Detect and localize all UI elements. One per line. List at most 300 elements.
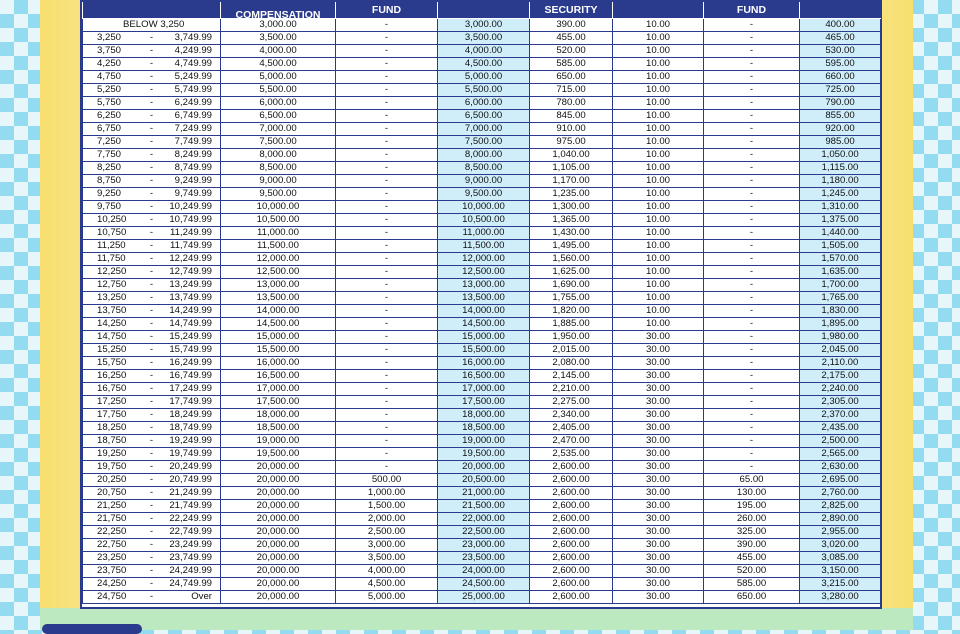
mpf-cell: -	[704, 123, 800, 136]
ec-cell: 30.00	[613, 500, 704, 513]
table-row	[83, 279, 881, 292]
ec-cell: 30.00	[613, 578, 704, 591]
compensation-cell: 20,000.00	[221, 578, 336, 591]
ec-cell: 30.00	[613, 461, 704, 474]
table-row	[83, 84, 881, 97]
total-msc-cell: 5,500.00	[438, 84, 530, 97]
range-high: 11,249.99	[170, 227, 212, 238]
total-cell: 1,980.00	[800, 331, 881, 344]
table-row	[83, 201, 881, 214]
range-low: 7,250	[97, 136, 122, 147]
compensation-cell: 20,000.00	[221, 500, 336, 513]
compensation-cell: 13,500.00	[221, 292, 336, 305]
fund-cell: -	[336, 97, 438, 110]
range-dash: -	[149, 188, 154, 199]
total-msc-cell: 9,000.00	[438, 175, 530, 188]
table-row	[83, 188, 881, 201]
table-row	[83, 266, 881, 279]
range-dash: -	[149, 136, 154, 147]
salary-range-cell	[83, 461, 221, 474]
range-high: 13,749.99	[169, 292, 212, 303]
salary-range-cell	[83, 435, 221, 448]
salary-range-cell	[83, 500, 221, 513]
range-high: 18,249.99	[169, 409, 212, 420]
mpf-cell: 455.00	[704, 552, 800, 565]
range-dash: -	[149, 71, 154, 82]
social-security-cell: 2,275.00	[530, 396, 613, 409]
fund-cell: -	[336, 45, 438, 58]
range-high: 5,249.99	[174, 71, 212, 82]
range-low: 23,750	[97, 565, 127, 576]
fund-cell: -	[336, 435, 438, 448]
mpf-cell: -	[704, 149, 800, 162]
total-msc-cell: 24,500.00	[438, 578, 530, 591]
range-dash: -	[149, 448, 154, 459]
range-high: 9,249.99	[174, 175, 212, 186]
ec-cell: 10.00	[613, 84, 704, 97]
range-dash: -	[149, 487, 154, 498]
table-row	[83, 149, 881, 162]
range-low: 15,250	[97, 344, 127, 355]
salary-range-cell	[83, 97, 221, 110]
total-msc-cell: 7,500.00	[438, 136, 530, 149]
range-low: 21,250	[97, 500, 127, 511]
total-msc-cell: 22,500.00	[438, 526, 530, 539]
compensation-cell: 20,000.00	[221, 526, 336, 539]
range-dash: -	[149, 409, 154, 420]
frame-bottom-band	[40, 608, 913, 630]
total-msc-cell: 4,000.00	[438, 45, 530, 58]
fund-cell: -	[336, 175, 438, 188]
mpf-cell: -	[704, 162, 800, 175]
range-dash: -	[149, 513, 154, 524]
compensation-cell: 20,000.00	[221, 474, 336, 487]
table-row	[83, 123, 881, 136]
social-security-cell: 715.00	[530, 84, 613, 97]
ec-cell: 10.00	[613, 45, 704, 58]
compensation-cell: 5,000.00	[221, 71, 336, 84]
header-social-security: SECURITY	[530, 2, 613, 19]
header-salary-range	[83, 2, 221, 19]
salary-range-cell	[83, 591, 221, 604]
salary-range-cell	[83, 331, 221, 344]
social-security-cell: 1,560.00	[530, 253, 613, 266]
table-row	[83, 578, 881, 591]
range-dash: -	[149, 214, 154, 225]
salary-range-cell	[83, 474, 221, 487]
social-security-cell: 2,470.00	[530, 435, 613, 448]
table-row	[83, 318, 881, 331]
total-cell: 2,500.00	[800, 435, 881, 448]
range-low: 19,750	[97, 461, 127, 472]
range-low: 6,750	[97, 123, 122, 134]
compensation-cell: 11,500.00	[221, 240, 336, 253]
compensation-cell: 12,500.00	[221, 266, 336, 279]
range-dash: -	[149, 240, 154, 251]
compensation-cell: 10,500.00	[221, 214, 336, 227]
table-row	[83, 435, 881, 448]
range-high: 14,249.99	[169, 305, 212, 316]
compensation-cell: 6,000.00	[221, 97, 336, 110]
ec-cell: 30.00	[613, 539, 704, 552]
range-high: 22,249.99	[169, 513, 212, 524]
range-high: 24,249.99	[169, 565, 212, 576]
total-cell: 725.00	[800, 84, 881, 97]
range-high: 8,749.99	[174, 162, 212, 173]
table-row	[83, 565, 881, 578]
total-cell: 3,215.00	[800, 578, 881, 591]
total-cell: 2,240.00	[800, 383, 881, 396]
ec-cell: 30.00	[613, 331, 704, 344]
salary-range-cell	[83, 396, 221, 409]
range-dash: -	[149, 162, 154, 173]
total-msc-cell: 11,000.00	[438, 227, 530, 240]
social-security-cell: 1,365.00	[530, 214, 613, 227]
ec-cell: 30.00	[613, 565, 704, 578]
range-low: 7,750	[97, 149, 122, 160]
total-msc-cell: 18,000.00	[438, 409, 530, 422]
header-compensation: COMPENSATION	[221, 2, 336, 19]
social-security-cell: 1,625.00	[530, 266, 613, 279]
range-high: 8,249.99	[174, 149, 212, 160]
table-row	[83, 487, 881, 500]
fund-cell: -	[336, 110, 438, 123]
ec-cell: 30.00	[613, 513, 704, 526]
compensation-cell: 20,000.00	[221, 565, 336, 578]
social-security-cell: 2,600.00	[530, 513, 613, 526]
fund-cell: -	[336, 201, 438, 214]
ec-cell: 10.00	[613, 214, 704, 227]
ec-cell: 10.00	[613, 279, 704, 292]
social-security-cell: 780.00	[530, 97, 613, 110]
social-security-cell: 2,210.00	[530, 383, 613, 396]
social-security-cell: 520.00	[530, 45, 613, 58]
salary-range-cell	[83, 71, 221, 84]
social-security-cell: 2,405.00	[530, 422, 613, 435]
fund-cell: -	[336, 123, 438, 136]
ec-cell: 10.00	[613, 97, 704, 110]
table-row	[83, 58, 881, 71]
mpf-cell: -	[704, 305, 800, 318]
table-row	[83, 396, 881, 409]
total-cell: 2,370.00	[800, 409, 881, 422]
salary-range-cell	[83, 123, 221, 136]
salary-range-cell	[83, 487, 221, 500]
mpf-cell: -	[704, 136, 800, 149]
salary-range-cell	[83, 383, 221, 396]
total-cell: 2,110.00	[800, 357, 881, 370]
total-cell: 2,955.00	[800, 526, 881, 539]
range-dash: -	[149, 45, 154, 56]
compensation-cell: 17,000.00	[221, 383, 336, 396]
mpf-cell: -	[704, 71, 800, 84]
mpf-cell: -	[704, 292, 800, 305]
range-low: 21,750	[97, 513, 127, 524]
range-dash: -	[149, 318, 154, 329]
range-dash: -	[149, 279, 154, 290]
compensation-cell: 20,000.00	[221, 513, 336, 526]
total-msc-cell: 18,500.00	[438, 422, 530, 435]
compensation-cell: 8,500.00	[221, 162, 336, 175]
fund-cell: -	[336, 71, 438, 84]
social-security-cell: 1,690.00	[530, 279, 613, 292]
salary-range-cell	[83, 292, 221, 305]
table-row	[83, 383, 881, 396]
range-high: 15,749.99	[169, 344, 212, 355]
range-low: 15,750	[97, 357, 127, 368]
table-row	[83, 552, 881, 565]
ec-cell: 10.00	[613, 149, 704, 162]
range-dash: -	[149, 591, 154, 602]
social-security-cell: 585.00	[530, 58, 613, 71]
range-high: 24,749.99	[169, 578, 212, 589]
social-security-cell: 2,600.00	[530, 591, 613, 604]
total-msc-cell: 19,500.00	[438, 448, 530, 461]
range-high: 12,249.99	[169, 253, 212, 264]
range-low: 12,250	[97, 266, 127, 277]
fund-cell: -	[336, 136, 438, 149]
fund-cell: -	[336, 84, 438, 97]
range-high: 16,749.99	[169, 370, 212, 381]
total-cell: 2,565.00	[800, 448, 881, 461]
fund-cell: -	[336, 227, 438, 240]
ec-cell: 30.00	[613, 487, 704, 500]
mpf-cell: -	[704, 331, 800, 344]
ec-cell: 30.00	[613, 422, 704, 435]
mpf-cell: 650.00	[704, 591, 800, 604]
salary-range-cell	[83, 253, 221, 266]
social-security-cell: 1,105.00	[530, 162, 613, 175]
range-high: 17,249.99	[169, 383, 212, 394]
mpf-cell: 520.00	[704, 565, 800, 578]
compensation-cell: 7,000.00	[221, 123, 336, 136]
header-ec	[613, 2, 704, 19]
total-cell: 2,175.00	[800, 370, 881, 383]
ec-cell: 10.00	[613, 162, 704, 175]
total-cell: 465.00	[800, 32, 881, 45]
fund-cell: -	[336, 409, 438, 422]
header-fund: FUND	[336, 2, 438, 19]
social-security-cell: 2,080.00	[530, 357, 613, 370]
fund-cell: -	[336, 344, 438, 357]
ec-cell: 30.00	[613, 552, 704, 565]
total-msc-cell: 4,500.00	[438, 58, 530, 71]
range-dash: -	[149, 58, 154, 69]
mpf-cell: -	[704, 32, 800, 45]
table-row	[83, 305, 881, 318]
fund-cell: -	[336, 422, 438, 435]
mpf-cell: -	[704, 175, 800, 188]
fund-cell: 3,500.00	[336, 552, 438, 565]
total-msc-cell: 23,500.00	[438, 552, 530, 565]
total-msc-cell: 21,500.00	[438, 500, 530, 513]
mpf-cell: 325.00	[704, 526, 800, 539]
salary-range-cell	[83, 552, 221, 565]
mpf-cell: -	[704, 110, 800, 123]
range-dash: -	[149, 266, 154, 277]
ec-cell: 30.00	[613, 383, 704, 396]
salary-range-cell	[83, 357, 221, 370]
fund-cell: -	[336, 214, 438, 227]
total-cell: 1,765.00	[800, 292, 881, 305]
range-high: 7,749.99	[174, 136, 212, 147]
total-cell: 2,760.00	[800, 487, 881, 500]
ec-cell: 30.00	[613, 526, 704, 539]
table-row	[83, 513, 881, 526]
ec-cell: 10.00	[613, 305, 704, 318]
range-low: 20,250	[97, 474, 127, 485]
compensation-cell: 16,500.00	[221, 370, 336, 383]
salary-range-cell	[83, 344, 221, 357]
fund-cell: 4,000.00	[336, 565, 438, 578]
total-cell: 2,045.00	[800, 344, 881, 357]
mpf-cell: -	[704, 201, 800, 214]
salary-range-cell	[83, 318, 221, 331]
bottom-tab-shape	[42, 624, 142, 634]
compensation-cell: 14,000.00	[221, 305, 336, 318]
range-low: 14,750	[97, 331, 127, 342]
mpf-cell: -	[704, 240, 800, 253]
mpf-cell: 195.00	[704, 500, 800, 513]
fund-cell: -	[336, 240, 438, 253]
compensation-cell: 10,000.00	[221, 201, 336, 214]
salary-range-cell	[83, 422, 221, 435]
table-row	[83, 227, 881, 240]
total-cell: 985.00	[800, 136, 881, 149]
mpf-cell: -	[704, 84, 800, 97]
social-security-cell: 845.00	[530, 110, 613, 123]
range-dash: -	[149, 500, 154, 511]
total-cell: 2,890.00	[800, 513, 881, 526]
fund-cell: 1,500.00	[336, 500, 438, 513]
total-cell: 920.00	[800, 123, 881, 136]
fund-cell: -	[336, 292, 438, 305]
total-msc-cell: 6,000.00	[438, 97, 530, 110]
fund-cell: -	[336, 279, 438, 292]
range-high: 19,749.99	[169, 448, 212, 459]
ec-cell: 10.00	[613, 266, 704, 279]
range-dash: -	[149, 32, 154, 43]
ec-cell: 30.00	[613, 474, 704, 487]
total-msc-cell: 10,000.00	[438, 201, 530, 214]
range-dash: -	[149, 149, 154, 160]
table-row	[83, 136, 881, 149]
fund-cell: 2,500.00	[336, 526, 438, 539]
compensation-cell: 14,500.00	[221, 318, 336, 331]
total-cell: 400.00	[800, 19, 881, 32]
table-row	[83, 214, 881, 227]
compensation-cell: 20,000.00	[221, 552, 336, 565]
range-low: 13,750	[97, 305, 127, 316]
salary-range-cell	[83, 513, 221, 526]
total-msc-cell: 9,500.00	[438, 188, 530, 201]
range-dash: -	[149, 474, 154, 485]
range-high: 15,249.99	[169, 331, 212, 342]
ec-cell: 10.00	[613, 292, 704, 305]
range-high: 5,749.99	[174, 84, 212, 95]
total-msc-cell: 13,500.00	[438, 292, 530, 305]
range-dash: -	[149, 526, 154, 537]
table-row	[83, 448, 881, 461]
range-high: 18,749.99	[169, 422, 212, 433]
total-cell: 1,180.00	[800, 175, 881, 188]
mpf-cell: 390.00	[704, 539, 800, 552]
salary-range-cell	[83, 409, 221, 422]
range-low: 6,250	[97, 110, 122, 121]
social-security-cell: 1,040.00	[530, 149, 613, 162]
range-low: 20,750	[97, 487, 127, 498]
mpf-cell: -	[704, 409, 800, 422]
mpf-cell: 65.00	[704, 474, 800, 487]
total-cell: 1,245.00	[800, 188, 881, 201]
social-security-cell: 2,340.00	[530, 409, 613, 422]
total-cell: 1,570.00	[800, 253, 881, 266]
total-msc-cell: 5,000.00	[438, 71, 530, 84]
table-row	[83, 422, 881, 435]
compensation-cell: 18,500.00	[221, 422, 336, 435]
ec-cell: 10.00	[613, 71, 704, 84]
salary-range-cell	[83, 188, 221, 201]
total-msc-cell: 7,000.00	[438, 123, 530, 136]
range-low: 10,750	[97, 227, 127, 238]
mpf-cell: 130.00	[704, 487, 800, 500]
fund-cell: -	[336, 32, 438, 45]
mpf-cell: -	[704, 279, 800, 292]
social-security-cell: 1,495.00	[530, 240, 613, 253]
salary-range-cell	[83, 214, 221, 227]
mpf-cell: 260.00	[704, 513, 800, 526]
range-dash: -	[149, 552, 154, 563]
range-dash: -	[149, 539, 154, 550]
fund-cell: -	[336, 188, 438, 201]
range-high: 9,749.99	[174, 188, 212, 199]
range-dash: -	[149, 461, 154, 472]
table-row	[83, 253, 881, 266]
fund-cell: -	[336, 448, 438, 461]
table-row	[83, 370, 881, 383]
total-cell: 1,050.00	[800, 149, 881, 162]
total-msc-cell: 20,500.00	[438, 474, 530, 487]
compensation-cell: 20,000.00	[221, 461, 336, 474]
mpf-cell: -	[704, 344, 800, 357]
compensation-cell: 8,000.00	[221, 149, 336, 162]
range-high: 11,749.99	[170, 240, 212, 251]
range-low: 9,250	[97, 188, 122, 199]
total-cell: 2,630.00	[800, 461, 881, 474]
compensation-cell: 9,000.00	[221, 175, 336, 188]
ec-cell: 30.00	[613, 370, 704, 383]
social-security-cell: 2,600.00	[530, 487, 613, 500]
range-low: 5,250	[97, 84, 122, 95]
compensation-cell: 20,000.00	[221, 591, 336, 604]
salary-range-cell	[83, 58, 221, 71]
range-high: 22,749.99	[169, 526, 212, 537]
ec-cell: 10.00	[613, 32, 704, 45]
range-dash: -	[149, 396, 154, 407]
salary-range-cell	[83, 45, 221, 58]
ec-cell: 30.00	[613, 344, 704, 357]
fund-cell: 500.00	[336, 474, 438, 487]
social-security-cell: 1,170.00	[530, 175, 613, 188]
range-low: 22,250	[97, 526, 127, 537]
compensation-cell: 15,500.00	[221, 344, 336, 357]
total-msc-cell: 16,500.00	[438, 370, 530, 383]
range-dash: -	[149, 305, 154, 316]
ec-cell: 10.00	[613, 318, 704, 331]
range-high: 21,249.99	[169, 487, 212, 498]
total-cell: 1,700.00	[800, 279, 881, 292]
range-high: 13,249.99	[169, 279, 212, 290]
